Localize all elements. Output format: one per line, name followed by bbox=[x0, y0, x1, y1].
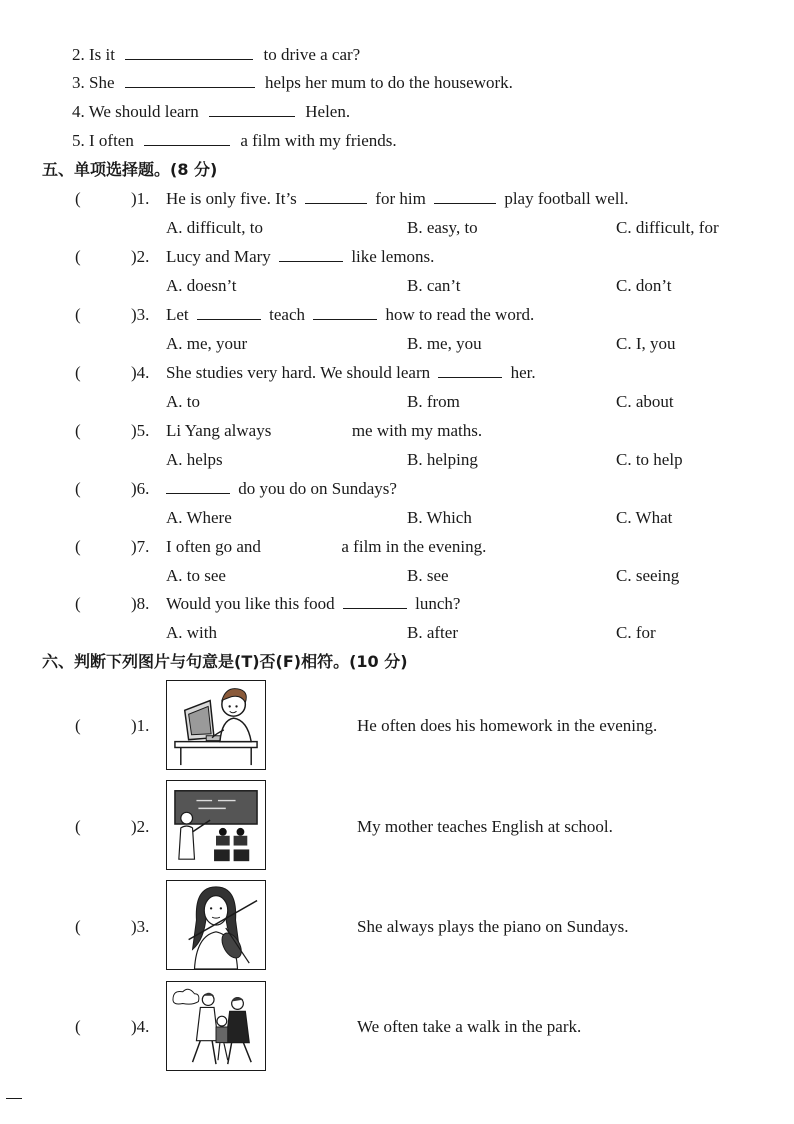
option-c[interactable]: C. difficult, for bbox=[616, 218, 719, 237]
option-a[interactable]: A. me, your bbox=[166, 334, 248, 353]
answer-blank[interactable] bbox=[125, 72, 255, 88]
question-number: )6. bbox=[131, 479, 150, 498]
option-a[interactable]: A. with bbox=[166, 623, 217, 642]
option-b[interactable]: B. me, you bbox=[407, 334, 482, 353]
answer-blank[interactable] bbox=[209, 101, 295, 117]
question-1-text: He is only five. It’s for him play football well. bbox=[166, 189, 629, 208]
item-4-sentence: We often take a walk in the park. bbox=[357, 1017, 582, 1036]
family-walk-illustration bbox=[167, 982, 265, 1070]
option-a[interactable]: A. to see bbox=[166, 566, 226, 585]
answer-paren-open[interactable]: ( bbox=[75, 594, 81, 613]
option-c[interactable]: C. seeing bbox=[616, 566, 680, 585]
answer-paren-open[interactable]: ( bbox=[75, 1017, 81, 1036]
answer-blank bbox=[305, 188, 367, 204]
question-number: )8. bbox=[131, 594, 150, 613]
answer-paren-open[interactable]: ( bbox=[75, 917, 81, 936]
option-c[interactable]: C. don’t bbox=[616, 276, 672, 295]
option-b[interactable]: B. from bbox=[407, 392, 460, 411]
answer-paren-open[interactable]: ( bbox=[75, 363, 81, 382]
classroom-teacher-illustration bbox=[167, 781, 265, 869]
question-number: )2. bbox=[131, 247, 150, 266]
item-number: )4. bbox=[131, 1017, 150, 1036]
option-b[interactable]: B. Which bbox=[407, 508, 472, 527]
question-number: )5. bbox=[131, 421, 150, 440]
answer-blank bbox=[279, 246, 343, 262]
answer-paren-open[interactable]: ( bbox=[75, 305, 81, 324]
option-c[interactable]: C. for bbox=[616, 623, 656, 642]
family-walk-picture bbox=[166, 981, 266, 1071]
computer-boy-illustration bbox=[167, 681, 265, 769]
answer-paren-open[interactable]: ( bbox=[75, 189, 81, 208]
option-b[interactable]: B. after bbox=[407, 623, 458, 642]
fill-blank-5: 5. I often a film with my friends. bbox=[72, 131, 397, 150]
item-1-sentence: He often does his homework in the evening. bbox=[357, 716, 658, 735]
answer-blank[interactable] bbox=[144, 130, 230, 146]
item-number: )1. bbox=[131, 716, 150, 735]
answer-blank bbox=[434, 188, 496, 204]
section-5-heading: 五、单项选择题。(8 分) bbox=[42, 160, 218, 179]
item-number: )2. bbox=[131, 817, 150, 836]
option-b[interactable]: B. helping bbox=[407, 450, 478, 469]
question-number: )1. bbox=[131, 189, 150, 208]
option-a[interactable]: A. Where bbox=[166, 508, 232, 527]
item-3-sentence: She always plays the piano on Sundays. bbox=[357, 917, 629, 936]
fill-blank-4: 4. We should learn Helen. bbox=[72, 102, 351, 121]
section-6-heading: 六、判断下列图片与句意是(T)否(F)相符。(10 分) bbox=[42, 652, 408, 671]
page-footer-dash bbox=[6, 1098, 22, 1099]
fill-blank-3: 3. She helps her mum to do the housework. bbox=[72, 73, 513, 92]
item-number: )3. bbox=[131, 917, 150, 936]
question-3-text: Let teach how to read the word. bbox=[166, 305, 535, 324]
item-2-sentence: My mother teaches English at school. bbox=[357, 817, 613, 836]
question-number: )7. bbox=[131, 537, 150, 556]
girl-violin-illustration bbox=[167, 881, 265, 969]
answer-paren-open[interactable]: ( bbox=[75, 247, 81, 266]
question-number: )4. bbox=[131, 363, 150, 382]
question-2-text: Lucy and Mary like lemons. bbox=[166, 247, 435, 266]
question-number: )3. bbox=[131, 305, 150, 324]
question-7-text: I often go and a film in the evening. bbox=[166, 537, 487, 556]
fill-blank-2: 2. Is it to drive a car? bbox=[72, 45, 361, 64]
computer-boy-picture bbox=[166, 680, 266, 770]
question-5-text: Li Yang always me with my maths. bbox=[166, 421, 483, 440]
answer-blank[interactable] bbox=[125, 44, 253, 60]
answer-blank bbox=[166, 478, 230, 494]
option-c[interactable]: C. about bbox=[616, 392, 674, 411]
answer-paren-open[interactable]: ( bbox=[75, 537, 81, 556]
girl-violin-picture bbox=[166, 880, 266, 970]
answer-blank bbox=[438, 362, 502, 378]
option-a[interactable]: A. helps bbox=[166, 450, 223, 469]
question-6-text: do you do on Sundays? bbox=[166, 478, 397, 500]
option-a[interactable]: A. difficult, to bbox=[166, 218, 263, 237]
answer-paren-open[interactable]: ( bbox=[75, 479, 81, 498]
answer-paren-open[interactable]: ( bbox=[75, 421, 81, 440]
option-c[interactable]: C. I, you bbox=[616, 334, 676, 353]
option-b[interactable]: B. can’t bbox=[407, 276, 461, 295]
answer-blank bbox=[197, 304, 261, 320]
option-c[interactable]: C. What bbox=[616, 508, 673, 527]
option-a[interactable]: A. to bbox=[166, 392, 200, 411]
question-8-text: Would you like this food lunch? bbox=[166, 594, 461, 613]
classroom-teacher-picture bbox=[166, 780, 266, 870]
answer-blank bbox=[313, 304, 377, 320]
answer-blank bbox=[343, 593, 407, 609]
option-b[interactable]: B. see bbox=[407, 566, 449, 585]
option-b[interactable]: B. easy, to bbox=[407, 218, 478, 237]
question-4-text: She studies very hard. We should learn her. bbox=[166, 363, 536, 382]
answer-paren-open[interactable]: ( bbox=[75, 817, 81, 836]
answer-paren-open[interactable]: ( bbox=[75, 716, 81, 735]
option-c[interactable]: C. to help bbox=[616, 450, 683, 469]
option-a[interactable]: A. doesn’t bbox=[166, 276, 237, 295]
